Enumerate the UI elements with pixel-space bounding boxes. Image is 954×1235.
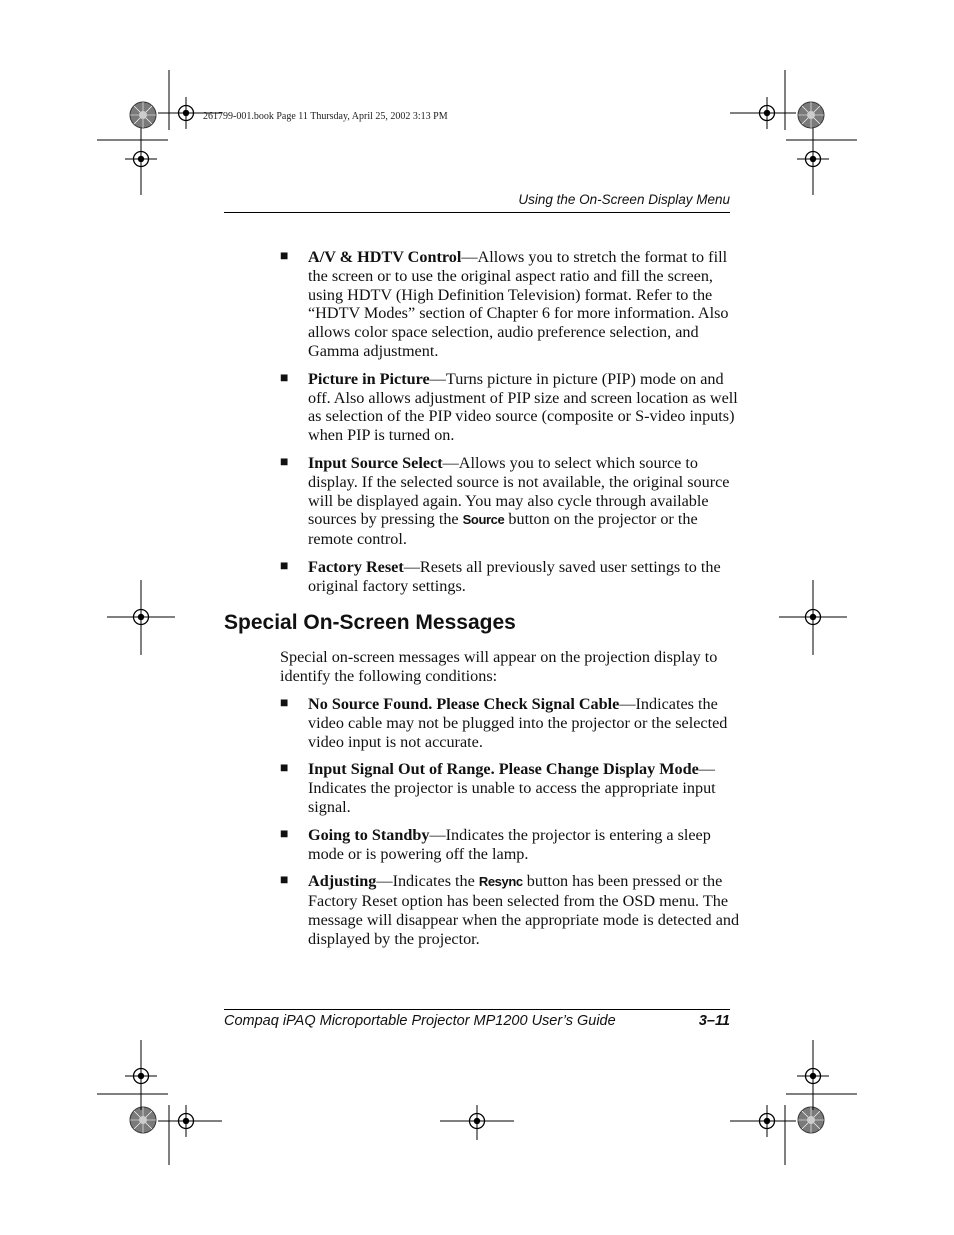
list-item — [280, 370, 740, 445]
description: —Resets all previously saved user settings to the original factory settings. — [308, 557, 721, 595]
term: Factory Reset — [308, 557, 404, 576]
description-tail: button on the projector or the remote control. — [308, 510, 698, 549]
source-key-label: Source — [462, 512, 505, 528]
description: —Indicates the projector is entering a sleep mode or is powering off the lamp. — [308, 825, 711, 863]
description-tail: button has been pressed or the Factory Reset option has been selected from the OSD menu. The message will disappear when the appropriate mode is detected and displayed by the projector. — [308, 872, 740, 948]
footer-title: Compaq iPAQ Microportable Projector MP1200 User’s Guide — [224, 1013, 616, 1029]
list-item — [280, 695, 740, 751]
term: No Source Found. Please Check Signal Cable — [308, 694, 620, 713]
osd-menu-bullet-list — [280, 248, 740, 596]
list-item — [280, 454, 740, 549]
bullet-marker: ■ — [280, 454, 289, 470]
bullet-marker: ■ — [280, 761, 289, 777]
description: —Indicates the projector is unable to access the appropriate input signal. — [308, 760, 716, 816]
term: Picture in Picture — [308, 369, 430, 388]
bullet-marker: ■ — [280, 558, 289, 574]
term: Going to Standby — [308, 825, 430, 844]
resync-key-label: Resync — [478, 874, 523, 890]
term: Input Signal Out of Range. Please Change Display Mode — [308, 760, 699, 779]
list-item — [280, 872, 740, 948]
description: —Indicates the video cable may not be plugged into the projector or the selected video input is not accurate. — [308, 694, 728, 751]
list-item — [280, 558, 740, 596]
term: A/V & HDTV Control — [308, 248, 462, 266]
bullet-marker: ■ — [280, 873, 289, 889]
section-intro: Special on-screen messages will appear on the projection display to identify the following conditions: — [280, 648, 718, 686]
page-body — [224, 248, 740, 958]
footer-rule — [224, 1009, 730, 1010]
description: —Turns picture in picture (PIP) mode on and off. Also allows adjustment of PIP size and screen location as well as selection of the PIP video source (composite or S-video inputs) when PIP is turned on. — [308, 369, 738, 445]
header-rule — [224, 212, 730, 213]
description: —Allows you to stretch the format to fill the screen or to use the original aspect ratio and fill the screen, using HDTV (High Definition Television) format. Refer to the “HDTV Modes” section of Chapter 6 for more information. Also allows color space selection, audio preference selection, and Gamma adjustment. — [308, 248, 729, 360]
bullet-marker: ■ — [280, 370, 289, 386]
bullet-marker: ■ — [280, 249, 289, 264]
section-title: Special On-Screen Messages — [224, 610, 516, 634]
list-item — [280, 826, 740, 864]
list-item — [280, 248, 740, 361]
term: Input Source Select — [308, 453, 443, 472]
term: Adjusting — [308, 872, 377, 891]
messages-bullet-list — [280, 695, 740, 949]
bullet-marker: ■ — [280, 826, 289, 842]
bullet-marker: ■ — [280, 695, 289, 711]
description: —Allows you to select which source to display. If the selected source is not available, the original source will be displayed again. You may also cycle through available sources by pressing the — [308, 453, 730, 529]
description: —Indicates the — [376, 872, 479, 891]
running-head: Using the On-Screen Display Menu — [518, 192, 730, 207]
book-info-slug: 261799-001.book Page 11 Thursday, April 25, 2002 3:13 PM — [203, 111, 448, 122]
page-number: 3–11 — [698, 1013, 730, 1029]
list-item — [280, 760, 740, 816]
